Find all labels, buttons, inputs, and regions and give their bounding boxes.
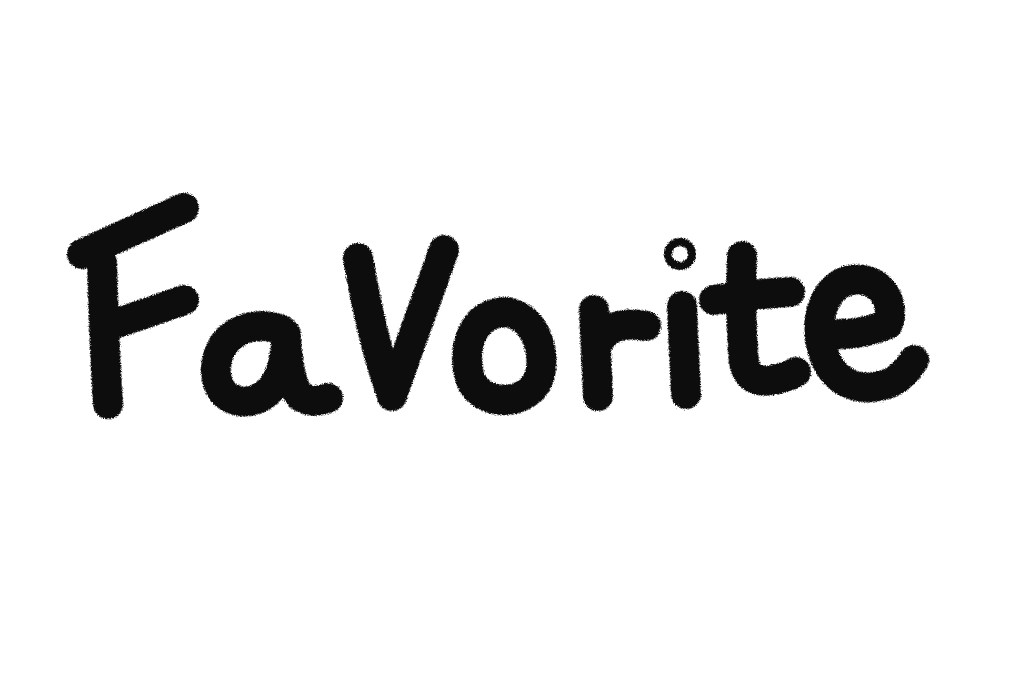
letter-f bbox=[82, 208, 184, 404]
letter-v bbox=[358, 250, 444, 396]
letter-e bbox=[819, 280, 914, 388]
letter-a bbox=[216, 326, 328, 401]
letter-o bbox=[467, 312, 541, 400]
letter-t bbox=[714, 256, 796, 381]
letter-r bbox=[594, 310, 646, 396]
letter-i bbox=[676, 250, 686, 394]
